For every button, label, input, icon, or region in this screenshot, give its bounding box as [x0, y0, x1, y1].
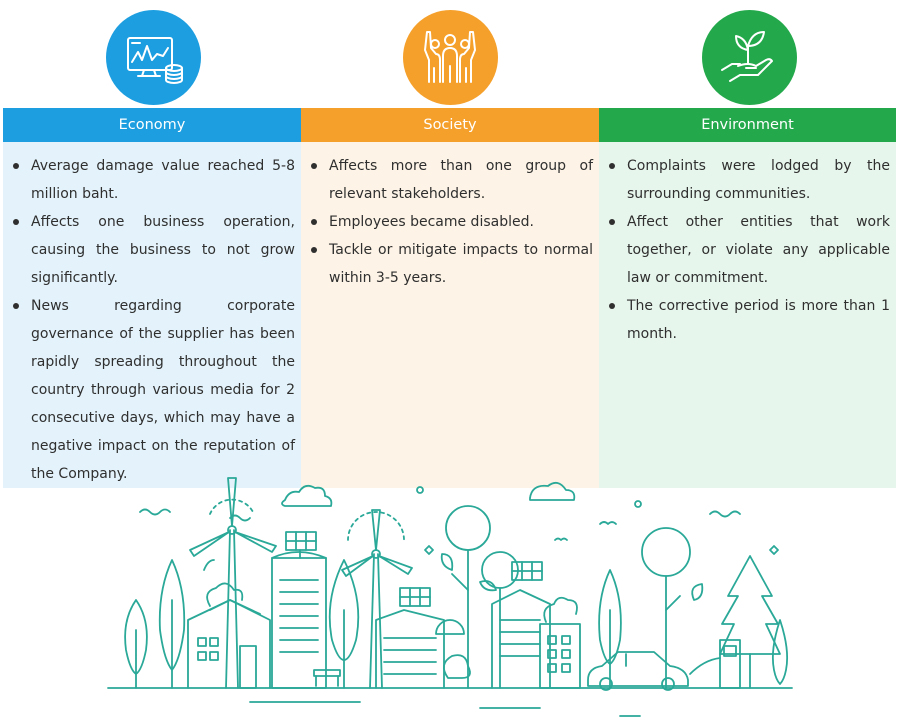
list-item: Employees became disabled. — [309, 208, 593, 236]
society-header: Society — [301, 108, 599, 142]
list-item: Affects more than one group of relevant stakeholders. — [309, 152, 593, 208]
economy-column — [3, 108, 301, 488]
list-item: Affect other entities that work together, or violate any applicable law or commitment. — [607, 208, 890, 292]
environment-body — [599, 142, 896, 488]
list-item: The corrective period is more than 1 month. — [607, 292, 890, 348]
list-item: Affects one business operation, causing the business to not grow significantly. — [11, 208, 295, 292]
economy-list — [11, 152, 295, 488]
environment-column — [599, 108, 896, 488]
economy-header: Economy — [3, 108, 301, 142]
economy-body — [3, 142, 301, 488]
society-body — [301, 142, 599, 488]
green-city-illustration — [100, 470, 800, 720]
environment-icon — [702, 10, 797, 105]
list-item: News regarding corporate governance of the supplier has been rapidly spreading throughout the country through various media for 2 consecutive days, which may have a negative impact on the reputation of the Company. — [11, 292, 295, 488]
economy-icon — [106, 10, 201, 105]
environment-list — [607, 152, 890, 348]
society-icon — [403, 10, 498, 105]
list-item: Average damage value reached 5-8 million baht. — [11, 152, 295, 208]
list-item: Complaints were lodged by the surrounding communities. — [607, 152, 890, 208]
society-list — [309, 152, 593, 292]
list-item: Tackle or mitigate impacts to normal within 3-5 years. — [309, 236, 593, 292]
environment-header: Environment — [599, 108, 896, 142]
society-column — [301, 108, 599, 488]
